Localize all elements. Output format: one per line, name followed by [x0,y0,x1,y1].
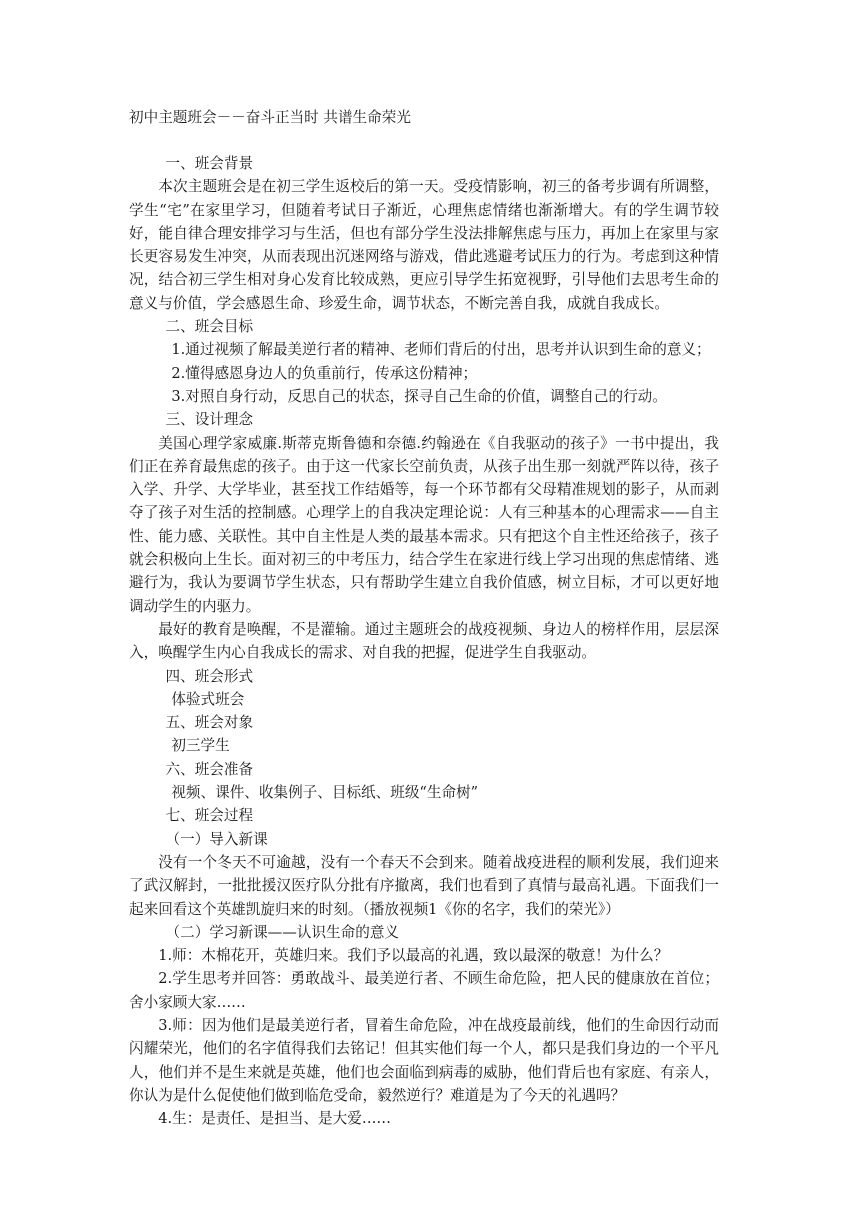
paragraph: 没有一个冬天不可逾越，没有一个春天不会到来。随着战疫进程的顺利发展，我们迎来了武汉解封，一批批援汉医疗队分批有序撤离，我们也看到了真情与最高礼遇。下面我们一起来回看这个英雄凯旋归来的时刻。（播放视频1《你的名字，我们的荣光》） [129,853,719,918]
section-heading: 二、班会目标 [165,318,254,336]
section-heading: 一、班会背景 [165,155,254,172]
section-heading: 六、班会准备 [165,760,254,778]
section-heading: 五、班会对象 [165,714,254,732]
document-title: 初中主题班会－－奋斗正当时 共谱生命荣光 [129,109,411,126]
paragraph: 美国心理学家威廉.斯蒂克斯鲁德和奈德.约翰逊在《自我驱动的孩子》一书中提出，我们正在养育最焦虑的孩子。由于这一代家长空前负责，从孩子出生那一刻就严阵以待，孩子入学、升学、大学毕业，甚至找工作结婚等，每一个环节都有父母精准规划的影子，从而剥夺了孩子对生活的控制感。心理学上的自我决定理论说：人有三种基本的心理需求——自主性、能力感、关联性。其中自主性是人类的最基本需求。只有把这个自主性还给孩子，孩子就会积极向上生长。面对初三的中考压力，结合学生在家进行线上学习出现的焦虑情绪、逃避行为，我认为要调节学生状态，只有帮助学生建立自我价值感，树立目标，才可以更好地调动学生的内驱力。 [129,434,719,615]
list-item: 2.懂得感恩身边人的负重前行，传承这份精神； [171,364,478,382]
list-item: 3.师：因为他们是最美逆行者，冒着生命危险，冲在战疫最前线，他们的生命因行动而闪耀荣光，他们的名字值得我们去铭记！但其实他们每一个人，都只是我们身边的一个平凡人，他们并不是生来就是英雄，他们也会面临到病毒的威胁，他们背后也有家庭、有亲人，你认为是什么促使他们做到临危受命，毅然逆行？难道是为了今天的礼遇吗？ [129,1016,719,1104]
list-item: 3.对照自身行动，反思自己的状态，探寻自己生命的价值，调整自己的行动。 [171,387,667,405]
paragraph: 最好的教育是唤醒，不是灌输。通过主题班会的战疫视频、身边人的榜样作用，层层深入，唤醒学生内心自我成长的需求、对自我的把握，促进学生自我驱动。 [129,620,719,662]
list-item: 1.通过视频了解最美逆行者的精神、老师们背后的付出，思考并认识到生命的意义； [171,341,711,359]
paragraph: 本次主题班会是在初三学生返校后的第一天。受疫情影响，初三的备考步调有所调整，学生“宅”在家里学习，但随着考试日子渐近，心理焦虑情绪也渐渐增大。有的学生调节较好，能自律合理安排学习与生活，但也有部分学生没法排解焦虑与压力，再加上在家里与家长更容易发生冲突，从而表现出沉迷网络与游戏，借此逃避考试压力的行为。考虑到这种情况，结合初三学生相对身心发育比较成熟，更应引导学生拓宽视野，引导他们去思考生命的意义与价值，学会感恩生命、珍爱生命，调节状态，不断完善自我，成就自我成长。 [129,178,719,312]
section-text: 初三学生 [171,737,230,755]
list-item: 1.师：木棉花开，英雄归来。我们予以最高的礼遇，致以最深的敬意！为什么？ [158,947,669,965]
subsection-heading: （二）学习新课——认识生命的意义 [165,923,400,941]
section-heading: 三、设计理念 [165,411,254,429]
subsection-heading: （一）导入新课 [165,830,268,848]
section-heading: 四、班会形式 [165,667,254,685]
section-background [129,152,719,1130]
section-heading: 七、班会过程 [165,807,254,825]
section-text: 视频、课件、收集例子、目标纸、班级“生命树” [171,784,479,802]
list-item: 4.生：是责任、是担当、是大爱…… [158,1110,392,1128]
section-text: 体验式班会 [171,690,245,708]
list-item: 2.学生思考并回答：勇敢战斗、最美逆行者、不顾生命危险，把人民的健康放在首位；舍小家顾大家…… [129,970,719,1011]
